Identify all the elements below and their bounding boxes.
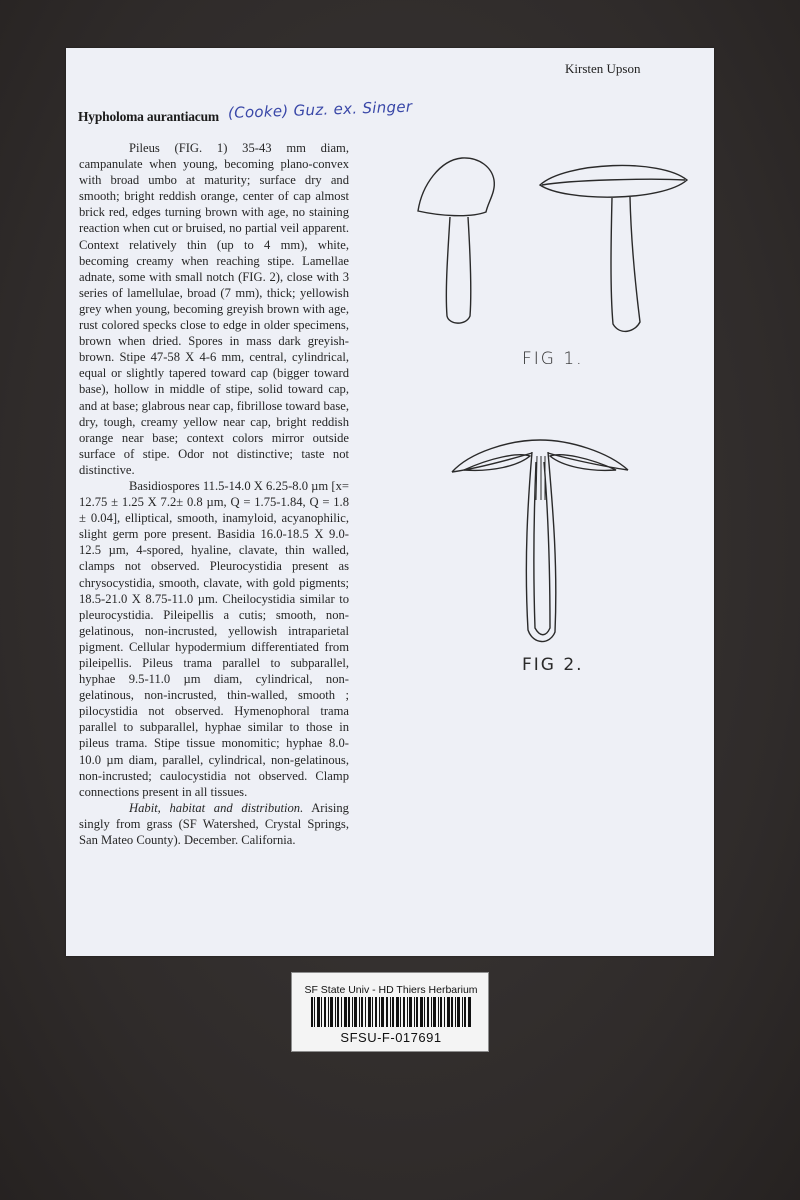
handwritten-authority-annotation: (Cooke) Guz. ex. Singer	[227, 97, 413, 122]
author-name: Kirsten Upson	[565, 61, 641, 76]
fig2-cross-section-drawing	[452, 440, 628, 642]
fig1-mature-mushroom-drawing	[540, 165, 687, 331]
species-name: Hypholoma aurantiacum	[78, 109, 219, 124]
herbarium-name: SF State Univ - HD Thiers Herbarium	[304, 984, 478, 996]
macroscopic-description: Pileus (FIG. 1) 35-43 mm diam, campanulate when young, becoming plano-convex with broad umbo at maturity; surface dry and smooth; bright reddish orange, center of cap almost brick red, edges turning brown with age, no staining reaction when cut or bruised, no partial veil apparent. Context relatively thin (up to 4 mm), white, becoming creamy when reaching stipe. Lamellae adnate, some with small notch (FIG. 2), close with 3 series of lamellulae, broad (7 mm), thick; yellowish grey when young, becoming greyish brown with age, rust colored specks close to edge in older specimens, brown when dried. Spores in mass dark greyish-brown. Stipe 47-58 X 4-6 mm, central, cylindrical, equal or slightly tapered toward cap (bigger toward base), hollow in middle of stipe, solid toward cap, and at base; glabrous near cap, fibrillose toward base, dry, tough, creamy yellow near cap, bright reddish orange near base; context colors mirror outside surface of stipe. Odor not distinctive; taste not distinctive.	[79, 141, 349, 477]
microscopic-description: Basidiospores 11.5-14.0 X 6.25-8.0 µm [x= 12.75 ± 1.25 X 7.2± 0.8 µm, Q = 1.75-1.84, Q = 1.8 ± 0.04], elliptical, smooth, inamyloid, acyanophilic, slight germ pore present. Basidia 16.0-18.5 X 9.0-12.5 µm, 4-spored, hyaline, clavate, thin walled, clamps not observed. Pleurocystidia present as chrysocystidia, smooth, clavate, with gold pigments; 18.5-21.0 X 8.75-11.0 µm. Cheilocystidia similar to pleurocystidia. Pileipellis a cutis; smooth, non-gelatinous, non-incrusted, yellowish intraparietal pigment. Cellular hypodermium differentiated from pileipellis. Pileus trama parallel to subparallel, hyphae 9.5-11.0 µm diam, cylindrical, non-gelatinous, non-incrusted, thin-walled, smooth ; pilocystidia not observed. Hymenophoral trama parallel to subparallel, hyphae similar to those in pileus trama. Stipe tissue monomitic; hyphae 8.0-10.0 µm diam, parallel, cylindrical, non-gelatinous, non-incrusted; caulocystidia not observed. Clamp connections present in all tissues.	[79, 478, 349, 799]
figures-area	[400, 140, 700, 680]
mushroom-drawings	[400, 140, 700, 680]
fig1-label: FIG 1.	[522, 349, 584, 369]
habitat-paragraph	[79, 800, 349, 848]
herbarium-barcode-label	[291, 972, 489, 1052]
fig2-label: FIG 2.	[522, 655, 584, 675]
fig1-young-mushroom-drawing	[418, 158, 494, 323]
habitat-heading: Habit, habitat and distribution.	[129, 800, 304, 815]
habitat-text: Arising singly from grass (SF Watershed, Crystal Springs, San Mateo County). December. California.	[79, 800, 349, 848]
specimen-barcode	[311, 997, 471, 1027]
catalog-number: SFSU-F-017691	[340, 1030, 442, 1045]
description-text	[79, 140, 349, 848]
